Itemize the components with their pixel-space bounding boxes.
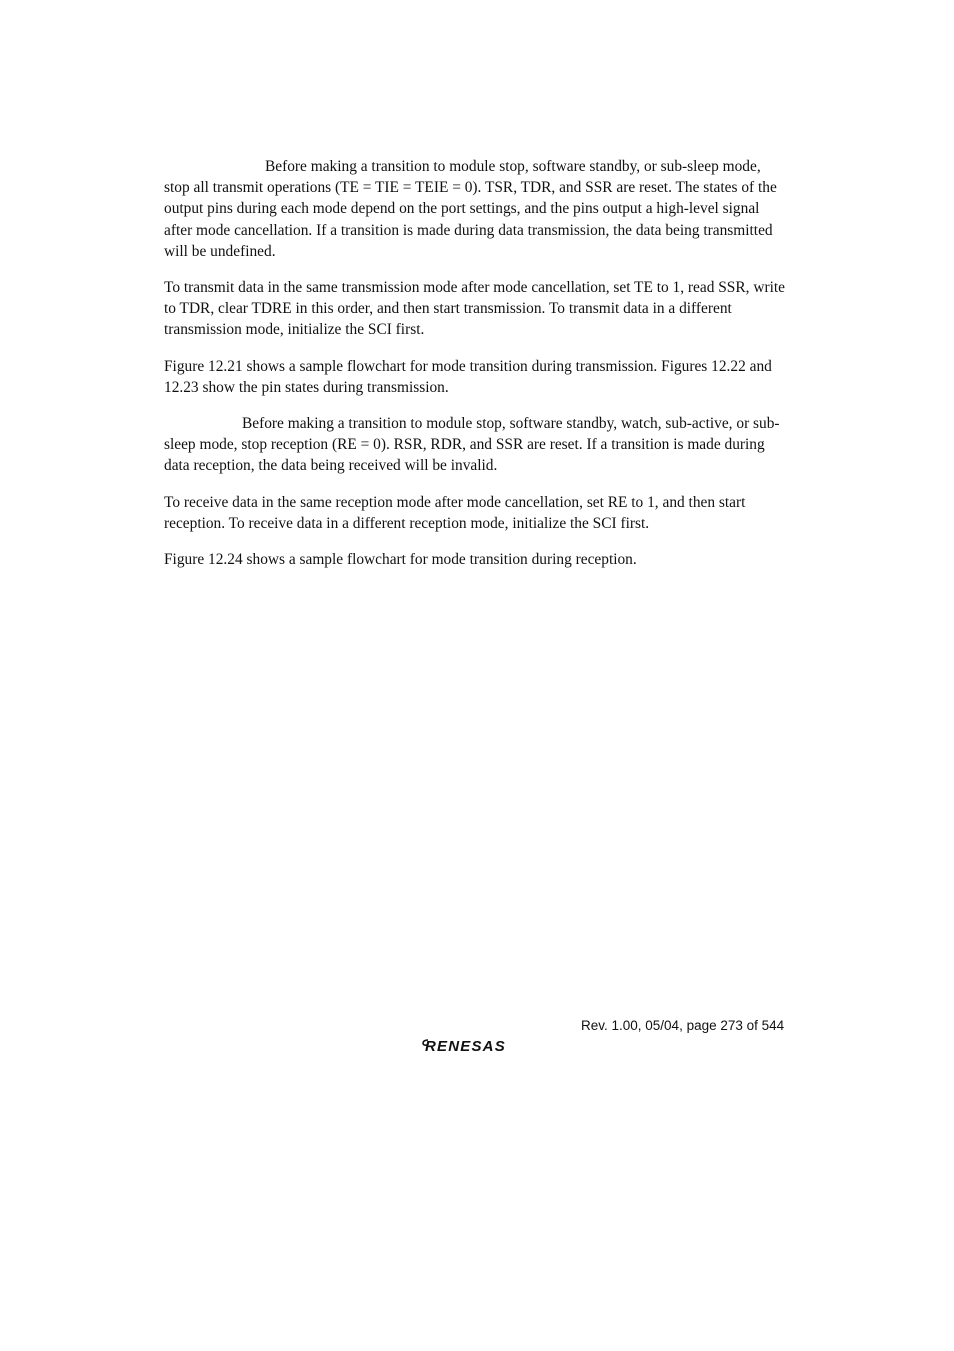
paragraph-receive-after-cancellation: To receive data in the same reception mode after mode cancellation, set RE to 1, and then start reception. To receive data in a different reception mode, initialize the SCI first. — [164, 493, 746, 532]
paragraph-reception-mode-transition — [164, 413, 790, 477]
paragraph-transmit-after-cancellation: To transmit data in the same transmission mode after mode cancellation, set TE to 1, read SSR, write to TDR, clear TDRE in this order, and then start transmission. To transmit data in a different transmission mode, initialize the SCI first. — [164, 279, 785, 339]
page-footer-info: Rev. 1.00, 05/04, page 273 of 544 — [581, 1018, 785, 1033]
paragraph-figure-reference-reception: Figure 12.24 shows a sample flowchart for mode transition during reception. — [164, 551, 637, 569]
paragraph-figure-reference-transmission: Figure 12.21 shows a sample flowchart for mode transition during transmission. Figures 12.22 and 12.23 show the pin states during transmission. — [164, 357, 772, 396]
paragraph-text: Before making a transition to module stop, software standby, watch, sub-active, or sub-sleep mode, stop reception (RE = 0). RSR, RDR, and SSR are reset. If a transition is made during data reception, the data being received will be invalid. — [164, 415, 780, 475]
document-body — [164, 156, 790, 585]
paragraph-text: Before making a transition to module stop, software standby, or sub-sleep mode, stop all transmit operations (TE = TIE = TEIE = 0). TSR, TDR, and SSR are reset. The states of the output pins during each mode depend on the port settings, and the pins output a high-level signal after mode cancellation. If a transition is made during data transmission, the data being transmitted will be undefined. — [164, 158, 777, 260]
logo-text: RENESAS — [425, 1038, 506, 1055]
renesas-logo — [420, 1034, 542, 1056]
paragraph-transmission-mode-transition — [164, 156, 790, 262]
